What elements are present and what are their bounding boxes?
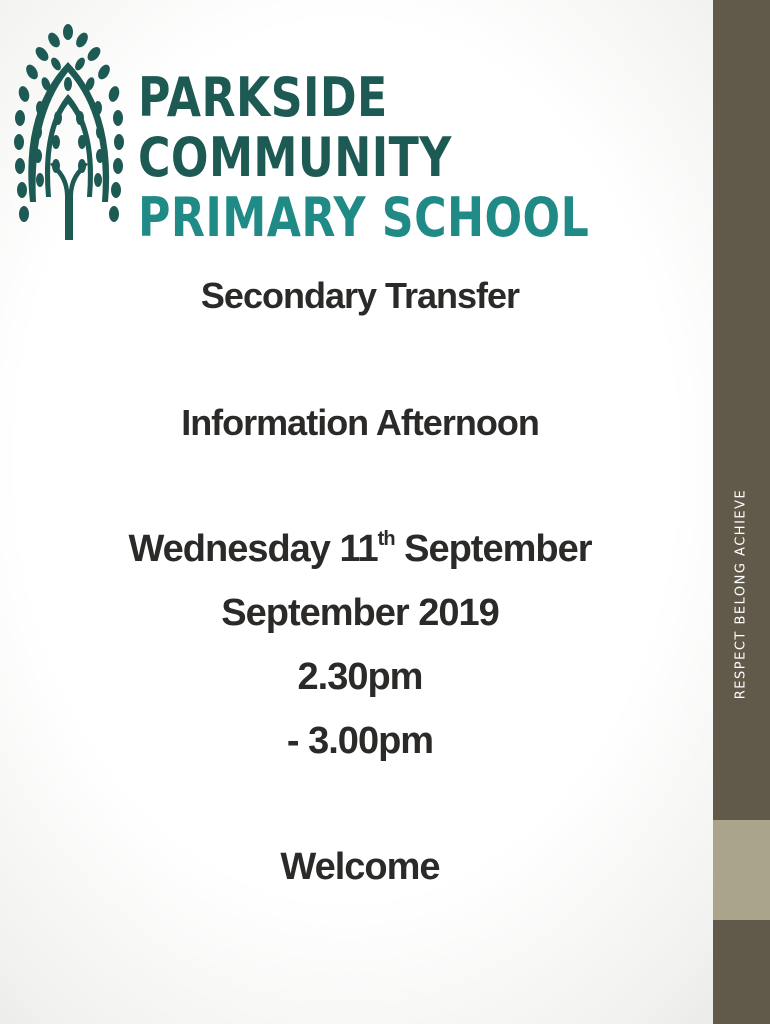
- welcome-text: Welcome: [280, 846, 440, 888]
- event-date-line: [80, 528, 640, 571]
- event-time-end: - 3.00pm: [286, 720, 434, 762]
- event-month-year: September 2019: [221, 592, 499, 634]
- slide-subtitle: Information Afternoon: [181, 402, 539, 443]
- event-month: September: [394, 528, 592, 570]
- event-time-start: 2.30pm: [297, 656, 423, 698]
- event-weekday: Wednesday 11: [128, 528, 378, 570]
- school-name: [138, 68, 610, 248]
- sidebar-tagline: RESPECT BELONG ACHIEVE: [733, 488, 749, 700]
- school-name-line1: PARKSIDE COMMUNITY: [138, 66, 452, 189]
- sidebar: [713, 0, 770, 1024]
- event-date-suffix: th: [377, 528, 395, 550]
- slide-title: Secondary Transfer: [200, 275, 520, 316]
- willow-tree-icon: [10, 22, 128, 240]
- school-name-line2: PRIMARY SCHOOL: [138, 186, 590, 249]
- sidebar-accent-block: [713, 820, 770, 920]
